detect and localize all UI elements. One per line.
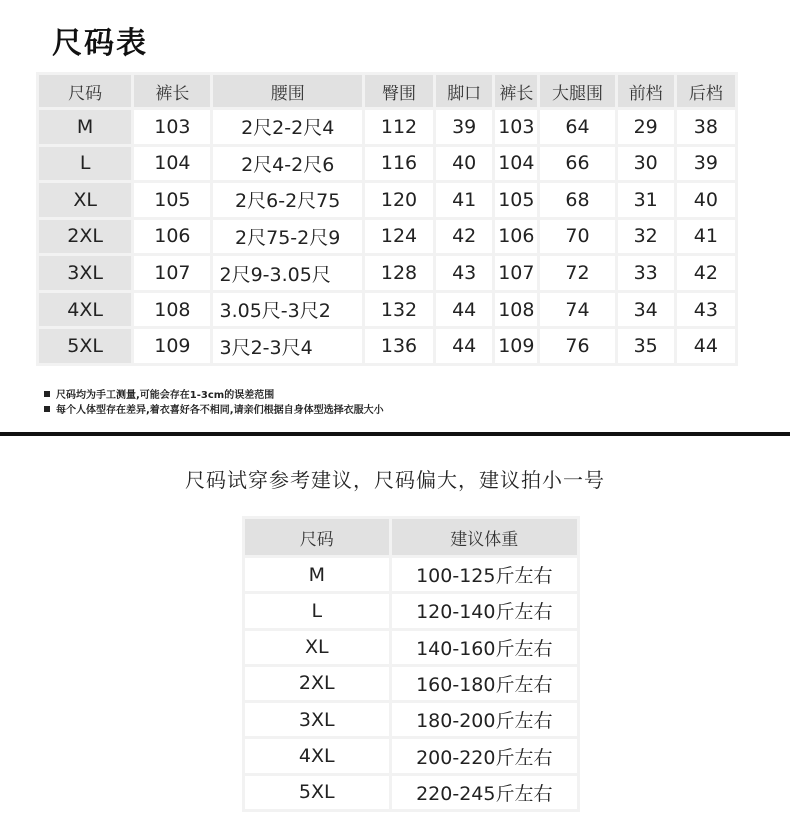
header-size: 尺码 [245,519,389,555]
header-front-rise: 前档 [618,75,674,107]
note-text: 每个人体型存在差异,着衣喜好各不相同,请亲们根据自身体型选择衣服大小 [56,405,384,416]
table-cell: 43 [436,256,492,290]
table-cell: 108 [495,293,537,327]
size-chart-table [36,72,738,366]
size-cell: XL [245,631,389,664]
size-cell: 3XL [39,256,131,290]
table-row [39,293,735,327]
weight-table-header [245,519,577,555]
table-cell: 107 [134,256,210,290]
table-cell: 109 [134,329,210,363]
weight-cell: 220-245斤左右 [392,776,577,809]
table-cell: 35 [618,329,674,363]
size-cell: L [39,147,131,181]
table-cell: 38 [677,110,735,144]
size-cell: 3XL [245,703,389,736]
table-cell: 124 [365,220,433,254]
table-cell: 40 [436,147,492,181]
table-row [245,667,577,700]
table-cell: 31 [618,183,674,217]
size-cell: 2XL [39,220,131,254]
size-cell: 4XL [39,293,131,327]
table-row [245,558,577,591]
header-weight: 建议体重 [392,519,577,555]
table-row [245,776,577,809]
table-cell: 2尺2-2尺4 [213,110,361,144]
table-row [245,631,577,664]
table-cell: 40 [677,183,735,217]
page-title: 尺码表 [52,26,148,61]
note-text: 尺码均为手工测量,可能会存在1-3cm的误差范围 [56,390,275,401]
size-table-header [39,75,735,107]
table-cell: 68 [540,183,614,217]
table-cell: 64 [540,110,614,144]
header-thigh: 大腿围 [540,75,614,107]
table-cell: 72 [540,256,614,290]
table-cell: 104 [495,147,537,181]
table-row [39,183,735,217]
table-cell: 43 [677,293,735,327]
table-cell: 104 [134,147,210,181]
table-cell: 32 [618,220,674,254]
header-back-rise: 后档 [677,75,735,107]
size-cell: XL [39,183,131,217]
header-size: 尺码 [39,75,131,107]
weight-table [242,516,580,812]
table-row [245,703,577,736]
table-row [39,110,735,144]
table-cell: 136 [365,329,433,363]
table-cell: 106 [134,220,210,254]
table-cell: 3尺2-3尺4 [213,329,361,363]
weight-cell: 160-180斤左右 [392,667,577,700]
table-cell: 116 [365,147,433,181]
table-cell: 3.05尺-3尺2 [213,293,361,327]
size-cell: 2XL [245,667,389,700]
table-row [245,594,577,627]
table-cell: 120 [365,183,433,217]
size-cell: M [245,558,389,591]
table-cell: 106 [495,220,537,254]
weight-cell: 200-220斤左右 [392,739,577,772]
table-cell: 103 [495,110,537,144]
table-cell: 108 [134,293,210,327]
table-cell: 76 [540,329,614,363]
bullet-icon [44,391,50,397]
header-hip: 臀围 [365,75,433,107]
header-hem: 脚口 [436,75,492,107]
table-cell: 2尺4-2尺6 [213,147,361,181]
table-cell: 41 [436,183,492,217]
size-cell: 4XL [245,739,389,772]
table-row [39,147,735,181]
table-cell: 44 [436,329,492,363]
table-cell: 42 [677,256,735,290]
table-cell: 107 [495,256,537,290]
table-cell: 44 [436,293,492,327]
table-row [245,739,577,772]
table-cell: 29 [618,110,674,144]
table-cell: 2尺75-2尺9 [213,220,361,254]
note-item [44,388,384,403]
table-cell: 105 [495,183,537,217]
header-length: 裤长 [134,75,210,107]
note-item [44,403,384,418]
table-row [39,329,735,363]
table-row [39,256,735,290]
table-cell: 42 [436,220,492,254]
table-cell: 105 [134,183,210,217]
measurement-notes [44,388,384,418]
weight-cell: 140-160斤左右 [392,631,577,664]
table-cell: 103 [134,110,210,144]
table-cell: 33 [618,256,674,290]
table-cell: 109 [495,329,537,363]
section-divider [0,432,790,436]
table-cell: 74 [540,293,614,327]
weight-cell: 120-140斤左右 [392,594,577,627]
size-cell: 5XL [39,329,131,363]
weight-cell: 100-125斤左右 [392,558,577,591]
header-waist: 腰围 [213,75,361,107]
table-cell: 2尺9-3.05尺 [213,256,361,290]
header-length-2: 裤长 [495,75,537,107]
size-cell: M [39,110,131,144]
table-cell: 39 [677,147,735,181]
bullet-icon [44,406,50,412]
table-cell: 66 [540,147,614,181]
size-cell: L [245,594,389,627]
table-cell: 41 [677,220,735,254]
table-cell: 132 [365,293,433,327]
table-cell: 44 [677,329,735,363]
table-cell: 128 [365,256,433,290]
fit-suggestion: 尺码试穿参考建议，尺码偏大，建议拍小一号 [185,468,605,492]
size-cell: 5XL [245,776,389,809]
table-row [39,220,735,254]
table-cell: 112 [365,110,433,144]
weight-cell: 180-200斤左右 [392,703,577,736]
table-cell: 2尺6-2尺75 [213,183,361,217]
table-cell: 39 [436,110,492,144]
table-cell: 70 [540,220,614,254]
table-cell: 34 [618,293,674,327]
table-cell: 30 [618,147,674,181]
